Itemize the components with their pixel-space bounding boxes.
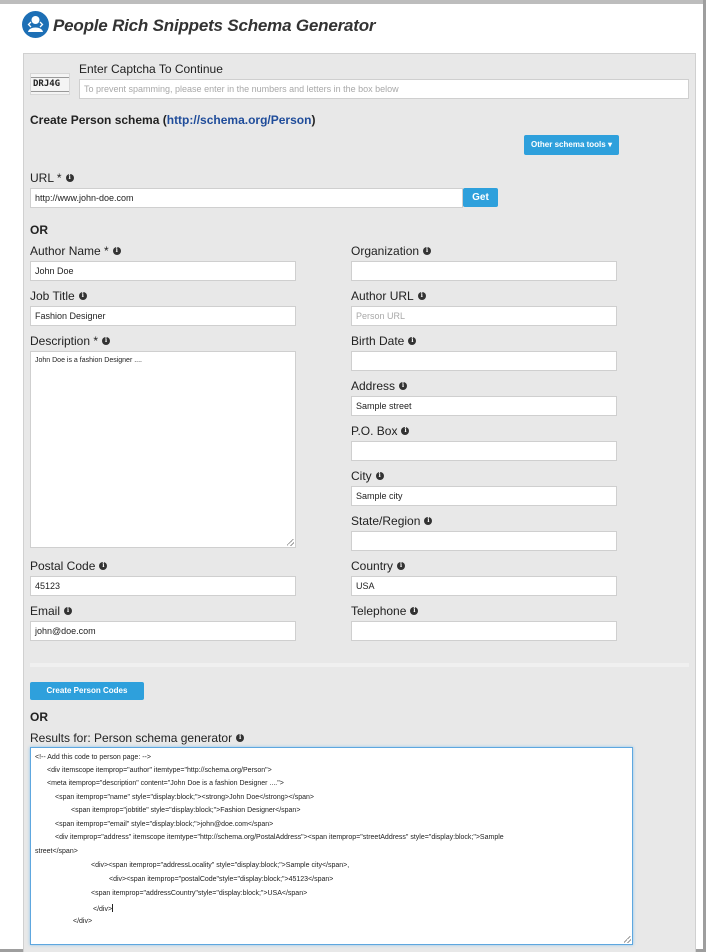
organization-label-row <box>351 244 431 258</box>
info-icon[interactable]: i <box>418 292 426 300</box>
address-label: Address <box>351 379 396 393</box>
other-schema-tools-label: Other schema tools <box>531 140 606 149</box>
code-line: <span itemprop="jobtitle" style="display:block;">Fashion Designer</span> <box>71 807 301 814</box>
info-icon[interactable]: i <box>102 337 110 345</box>
info-icon[interactable]: i <box>79 292 87 300</box>
telephone-label: Telephone <box>351 604 407 618</box>
captcha-label: Enter Captcha To Continue <box>79 62 223 76</box>
email-label: Email <box>30 604 61 618</box>
po-box-label-row <box>351 424 409 438</box>
code-line-text: </div> <box>93 906 113 913</box>
code-line: <span itemprop="addressCountry"style="display:block;">USA</span> <box>91 890 308 897</box>
description-label-row <box>30 334 110 348</box>
state-input[interactable] <box>351 531 617 551</box>
or-divider-2: OR <box>30 710 48 724</box>
city-label: City <box>351 469 372 483</box>
organization-input[interactable] <box>351 261 617 281</box>
caret-down-icon: ▾ <box>607 140 612 149</box>
info-icon[interactable]: i <box>399 382 407 390</box>
job-title-input[interactable]: Fashion Designer <box>30 306 296 326</box>
info-icon[interactable]: i <box>113 247 121 255</box>
code-line: <meta itemprop="description" content="John Doe is a fashion Designer ...."> <box>47 780 284 787</box>
state-label: State/Region <box>351 514 421 528</box>
city-label-row <box>351 469 384 483</box>
address-label-row <box>351 379 407 393</box>
code-line: </div> <box>73 918 93 925</box>
or-divider: OR <box>30 223 48 237</box>
birth-date-label: Birth Date <box>351 334 405 348</box>
info-icon[interactable]: i <box>424 517 432 525</box>
info-icon[interactable]: i <box>99 562 107 570</box>
url-label: URL * <box>30 171 62 185</box>
results-label-row <box>30 731 244 745</box>
author-url-label-row <box>351 289 426 303</box>
schema-heading-suffix: ) <box>311 113 316 127</box>
info-icon[interactable]: i <box>401 427 409 435</box>
resize-handle[interactable] <box>287 539 294 546</box>
address-input[interactable]: Sample street <box>351 396 617 416</box>
code-line: <div itemprop="address" itemscope itemtype="http://schema.org/PostalAddress"><span itemprop="streetAddress" style="display:block;">Sample <box>55 834 504 841</box>
create-person-codes-button[interactable]: Create Person Codes <box>30 682 144 700</box>
app-title: People Rich Snippets Schema Generator <box>53 16 376 35</box>
url-input[interactable]: http://www.john-doe.com <box>30 188 463 208</box>
get-button[interactable]: Get <box>463 188 498 207</box>
code-line: <!-- Add this code to person page: --> <box>35 754 151 761</box>
url-label-row <box>30 171 74 185</box>
email-input[interactable]: john@doe.com <box>30 621 296 641</box>
description-text: John Doe is a fashion Designer .... <box>35 357 143 364</box>
resize-handle[interactable] <box>624 936 631 943</box>
captcha-image-text: DRJ4G <box>33 79 61 89</box>
author-url-input[interactable]: Person URL <box>351 306 617 326</box>
city-input[interactable]: Sample city <box>351 486 617 506</box>
country-label: Country <box>351 559 394 573</box>
birth-date-input[interactable] <box>351 351 617 371</box>
schema-heading-prefix: Create Person schema ( <box>30 113 167 127</box>
description-textarea[interactable] <box>30 351 296 548</box>
organization-label: Organization <box>351 244 420 258</box>
info-icon[interactable]: i <box>376 472 384 480</box>
info-icon[interactable]: i <box>397 562 405 570</box>
captcha-image <box>30 73 70 95</box>
schema-org-link[interactable]: http://schema.org/Person <box>166 113 312 127</box>
results-label: Results for: Person schema generator <box>30 731 233 745</box>
code-line: <div itemscope itemprop="author" itemtype="http://schema.org/Person"> <box>47 767 272 774</box>
email-label-row <box>30 604 72 618</box>
info-icon[interactable]: i <box>423 247 431 255</box>
info-icon[interactable]: i <box>410 607 418 615</box>
job-title-label-row <box>30 289 87 303</box>
info-icon[interactable]: i <box>64 607 72 615</box>
person-logo-icon <box>22 11 49 38</box>
section-divider <box>30 663 689 667</box>
job-title-label: Job Title <box>30 289 75 303</box>
author-name-input[interactable]: John Doe <box>30 261 296 281</box>
telephone-label-row <box>351 604 418 618</box>
author-url-label: Author URL <box>351 289 414 303</box>
country-input[interactable]: USA <box>351 576 617 596</box>
telephone-input[interactable] <box>351 621 617 641</box>
code-line: <div><span itemprop="addressLocality" style="display:block;">Sample city</span>, <box>91 862 350 869</box>
captcha-input[interactable]: To prevent spamming, please enter in the numbers and letters in the box below <box>79 79 689 99</box>
birth-date-label-row <box>351 334 416 348</box>
po-box-label: P.O. Box <box>351 424 398 438</box>
country-label-row <box>351 559 405 573</box>
postal-code-input[interactable]: 45123 <box>30 576 296 596</box>
info-icon[interactable]: i <box>236 734 244 742</box>
state-label-row <box>351 514 432 528</box>
code-line <box>93 904 113 913</box>
author-name-label: Author Name * <box>30 244 109 258</box>
results-code-textarea[interactable] <box>30 747 633 945</box>
postal-code-label: Postal Code <box>30 559 96 573</box>
description-label: Description * <box>30 334 99 348</box>
po-box-input[interactable] <box>351 441 617 461</box>
info-icon[interactable]: i <box>66 174 74 182</box>
postal-code-label-row <box>30 559 107 573</box>
code-line: <span itemprop="name" style="display:block;"><strong>John Doe</strong></span> <box>55 794 314 801</box>
code-line: <div><span itemprop="postalCode"style="display:block;">45123</span> <box>109 876 334 883</box>
info-icon[interactable]: i <box>408 337 416 345</box>
text-cursor <box>112 904 113 912</box>
schema-heading <box>30 113 315 127</box>
window-top-border <box>0 0 706 4</box>
code-line: <span itemprop="email" style="display:block;">john@doe.com</span> <box>55 821 274 828</box>
author-name-label-row <box>30 244 121 258</box>
code-line: street</span> <box>35 848 78 855</box>
other-schema-tools-button[interactable] <box>524 135 619 155</box>
